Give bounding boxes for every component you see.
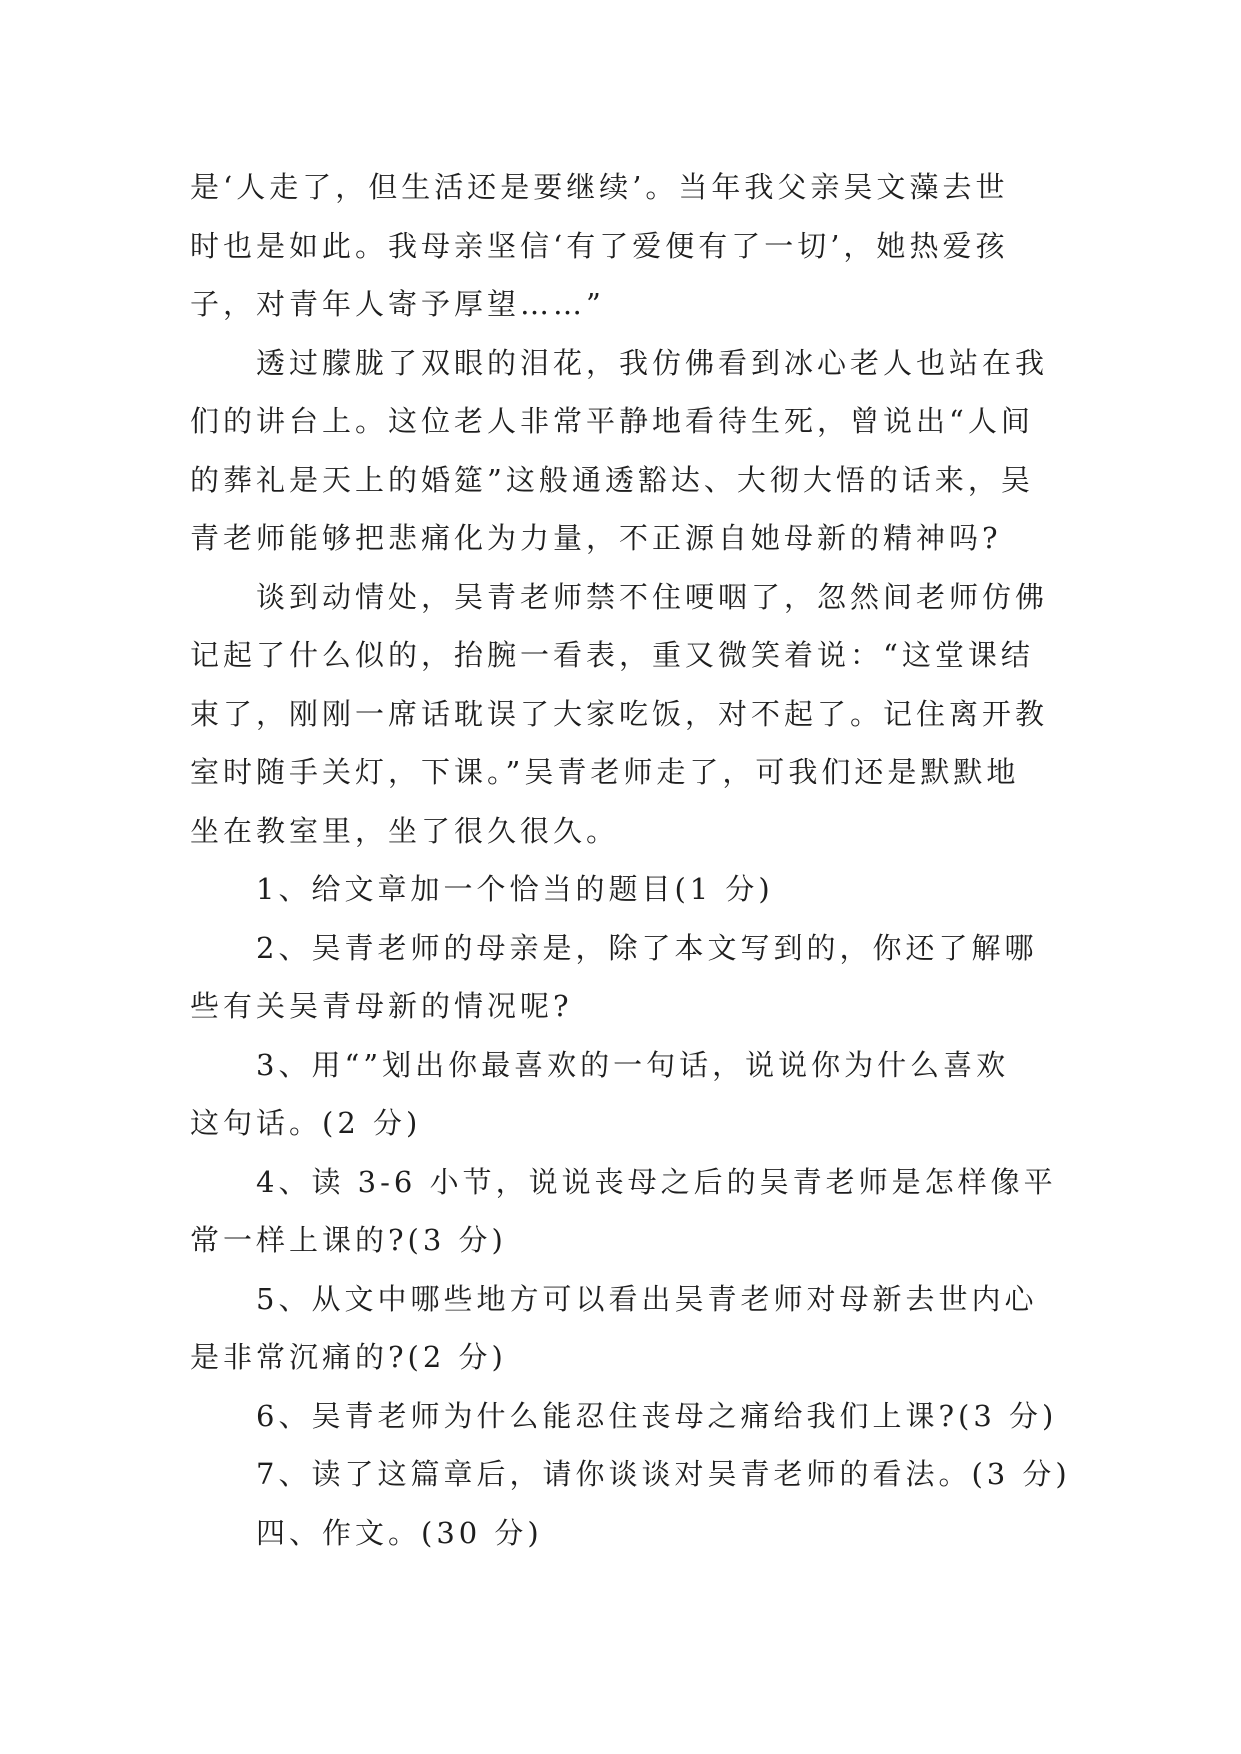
text-line: 常一样上课的?(3 分): [190, 1223, 507, 1257]
text-line: 坐在教室里，坐了很久很久。: [190, 813, 620, 848]
question-2: [190, 919, 1060, 1036]
text-line: 时也是如此。我母亲坚信‘有了爱便有了一切’，她热爱孩: [190, 228, 1009, 263]
text-line: 四、作文。(30 分): [256, 1515, 543, 1550]
document-body: [190, 158, 1071, 1562]
text-line: 是非常沉痛的?(2 分): [190, 1340, 507, 1374]
text-line: 这句话。(2 分): [190, 1106, 422, 1140]
passage-paragraph-2: [190, 334, 1060, 568]
text-line: 7、读了这篇章后，请你谈谈对吴青老师的看法。(3 分): [256, 1457, 1071, 1491]
text-line: 们的讲台上。这位老人非常平静地看待生死，曾说出“人间: [190, 404, 1034, 438]
text-line: 2、吴青老师的母亲是，除了本文写到的，你还了解哪: [256, 930, 1038, 965]
question-6: [190, 1387, 1060, 1446]
passage-paragraph-3: [190, 568, 1060, 861]
text-line: 3、用“”划出你最喜欢的一句话，说说你为什么喜欢: [256, 1047, 1010, 1082]
text-line: 记起了什么似的，抬腕一看表，重又微笑着说：“这堂课结: [190, 638, 1034, 672]
question-3: [190, 1036, 1060, 1153]
text-line: 谈到动情处，吴青老师禁不住哽咽了，忽然间老师仿佛: [256, 579, 1049, 614]
question-1: [190, 860, 1060, 919]
section-heading-essay: [190, 1504, 1060, 1563]
text-line: 是‘人走了，但生活还是要继续’。当年我父亲吴文藻去世: [190, 170, 1009, 204]
question-5: [190, 1270, 1060, 1387]
question-7: [190, 1445, 1071, 1504]
text-line: 的葬礼是天上的婚筵”这般通透豁达、大彻大悟的话来，吴: [190, 462, 1034, 497]
text-line: 束了，刚刚一席话耽误了大家吃饭，对不起了。记住离开教: [190, 696, 1049, 731]
text-line: 透过朦胧了双眼的泪花，我仿佛看到冰心老人也站在我: [256, 345, 1049, 380]
text-line: 6、吴青老师为什么能忍住丧母之痛给我们上课?(3 分): [256, 1398, 1058, 1433]
text-line: 些有关吴青母新的情况呢?: [190, 989, 573, 1023]
passage-paragraph-1: [190, 158, 1060, 334]
text-line: 青老师能够把悲痛化为力量，不正源自她母新的精神吗?: [190, 521, 1002, 555]
question-4: [190, 1153, 1060, 1270]
text-line: 子，对青年人寄予厚望……”: [190, 287, 605, 321]
text-line: 1、给文章加一个恰当的题目(1 分): [256, 872, 774, 906]
text-line: 室时随手关灯，下课。”吴青老师走了，可我们还是默默地: [190, 755, 1020, 789]
text-line: 5、从文中哪些地方可以看出吴青老师对母新去世内心: [256, 1281, 1038, 1316]
text-line: 4、读 3-6 小节，说说丧母之后的吴青老师是怎样像平: [256, 1164, 1057, 1199]
